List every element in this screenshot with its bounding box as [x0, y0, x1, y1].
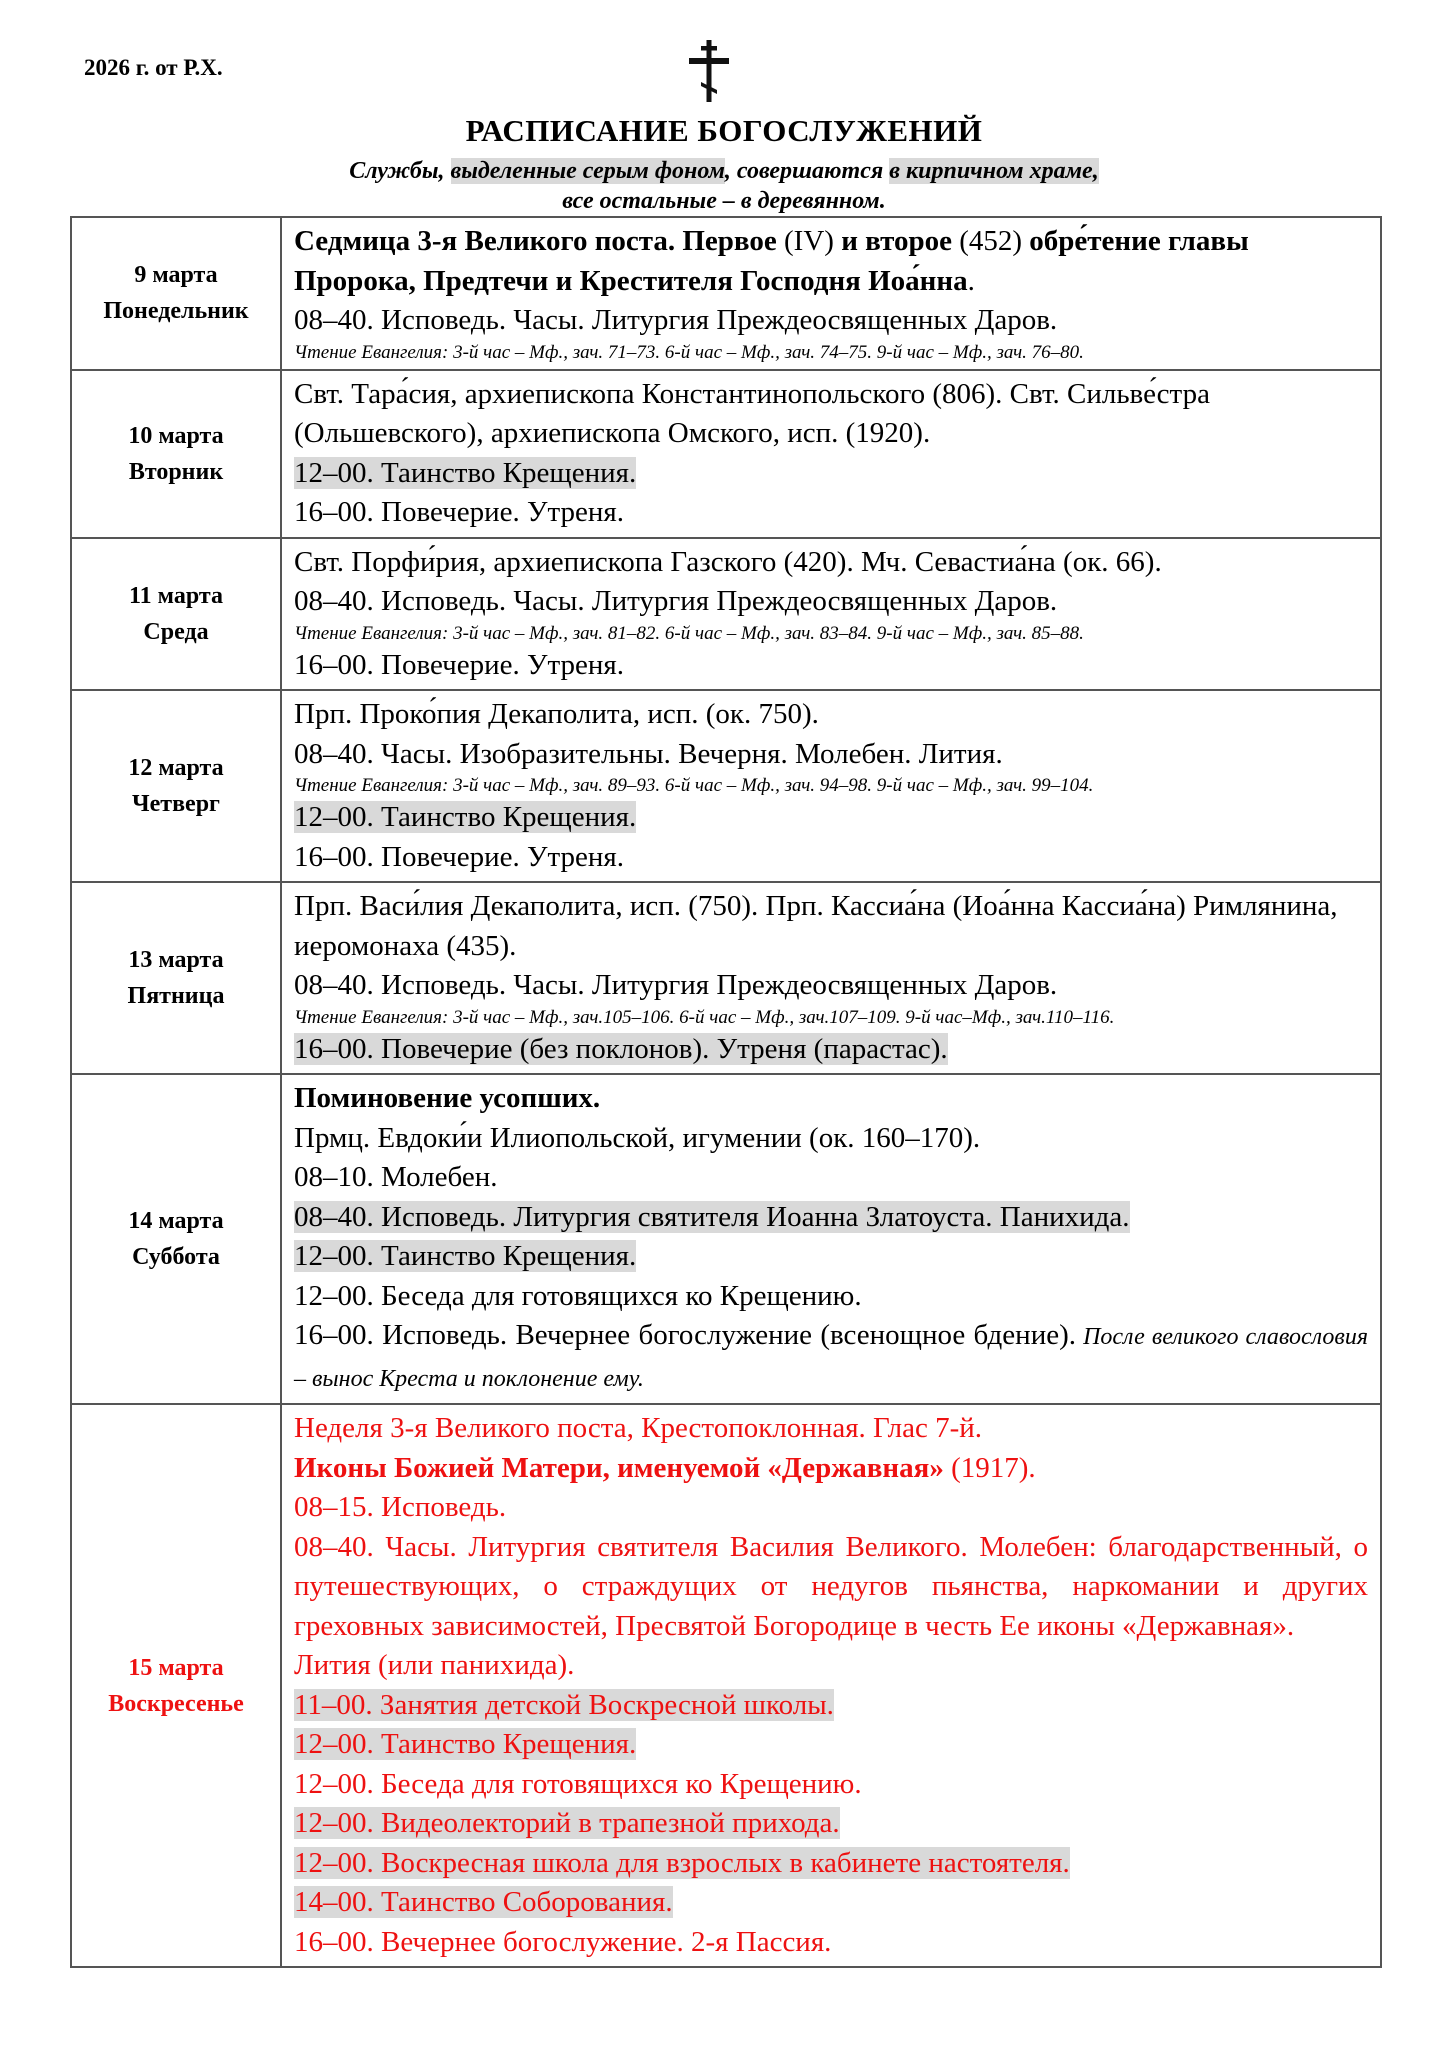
service-text: Неделя 3-я Великого поста, Крестопоклонная. Глас 7-й.: [294, 1412, 983, 1444]
service-text: Чтение Евангелия: 3-й час – Мф., зач. 71–73. 6-й час – Мф., зач. 74–75. 9-й час – Мф., зач. 76–80.: [294, 341, 1084, 363]
service-line: [294, 493, 1368, 533]
weekday-label: Среда: [143, 618, 209, 645]
subtitle-highlight: в кирпичном храме,: [889, 158, 1099, 184]
service-line: [294, 1528, 1368, 1647]
subtitle-highlight: выделенные серым фоном: [450, 158, 725, 184]
service-text: 08–40. Исповедь. Часы. Литургия Преждеосвященных Даров.: [294, 969, 1058, 1001]
service-text: Свт. Порфи́рия, архиепископа Газского (420). Мч. Севастиа́на (ок. 66).: [294, 545, 1162, 578]
subtitle: [0, 156, 1448, 216]
service-line: [294, 1804, 1368, 1844]
weekday-label: Четверг: [132, 791, 220, 817]
service-text: 08–40. Часы. Литургия святителя Василия Великого. Молебен: благодарственный, о путешествующих, о страждущих от недугов пьянства, наркомании и других греховных зависимостей, Пресвятой Богородице в честь Ее иконы «Державная».: [294, 1530, 1368, 1642]
year-label: 2026 г. от Р.Х.: [84, 55, 223, 80]
service-text: Лития (или панихида).: [294, 1649, 575, 1681]
weekday-label: Понедельник: [103, 298, 249, 325]
service-line: [294, 695, 1368, 735]
service-text: Свт. Тара́сия, архиепископа Константинопольского (806). Свт. Сильве́стра (Ольшевского), архиепископа Омского, исп. (1920).: [294, 377, 1210, 449]
service-line: [294, 1119, 1368, 1159]
schedule-row: [71, 1074, 1381, 1404]
service-text: 08–40. Исповедь. Часы. Литургия Преждеосвященных Даров.: [294, 304, 1058, 336]
service-text: 16–00. Повечерие. Утреня.: [294, 840, 625, 873]
service-text-part: .: [967, 264, 975, 297]
service-line: [294, 1158, 1368, 1198]
service-line: [294, 1765, 1368, 1805]
highlighted-service-text: 12–00. Видеолекторий в трапезной прихода.: [294, 1807, 840, 1839]
service-line: [294, 735, 1368, 775]
date-label: 11 марта: [129, 582, 223, 609]
highlighted-service-text: 16–00. Повечерие (без поклонов). Утреня (парастас).: [294, 1032, 948, 1065]
highlighted-service-text: 12–00. Таинство Крещения.: [294, 1240, 637, 1272]
date-label: 10 марта: [128, 422, 224, 449]
service-line: [294, 1316, 1368, 1399]
service-text-part: Иконы Божией Матери, именуемой «Державная»: [294, 1451, 944, 1484]
schedule-row: [71, 217, 1381, 370]
gospel-reading: [294, 622, 1368, 646]
date-cell: [71, 690, 281, 882]
date-cell: [71, 1074, 281, 1404]
service-text: Чтение Евангелия: 3-й час – Мф., зач. 89–93. 6-й час – Мф., зач. 94–98. 9-й час – Мф., зач. 99–104.: [294, 775, 1094, 796]
service-text: 12–00. Беседа для готовящихся ко Крещению.: [294, 1767, 862, 1800]
schedule-row: [71, 538, 1381, 691]
service-text: 16–00. Исповедь. Вечернее богослужение (всенощное бдение).: [294, 1319, 1076, 1351]
service-line: [294, 1725, 1368, 1765]
services-cell: [281, 690, 1381, 882]
date-label: 12 марта: [128, 755, 224, 781]
weekday-label: Воскресенье: [108, 1690, 244, 1717]
services-cell: [281, 538, 1381, 691]
gospel-reading: [294, 341, 1368, 365]
services-cell: [281, 882, 1381, 1074]
highlighted-service-text: 14–00. Таинство Соборования.: [294, 1886, 673, 1918]
schedule-row: [71, 1404, 1381, 1967]
service-line: [294, 1844, 1368, 1884]
services-cell: [281, 370, 1381, 538]
highlighted-service-text: 12–00. Таинство Крещения.: [294, 801, 637, 833]
service-line: [294, 1237, 1368, 1277]
service-line: [294, 454, 1368, 494]
service-line: [294, 582, 1368, 622]
service-note: После великого славословия – вынос Креста и поклонение ему.: [294, 1324, 1368, 1392]
service-line: [294, 1646, 1368, 1686]
service-line: [294, 375, 1368, 454]
service-line: [294, 646, 1368, 686]
services-cell: [281, 1074, 1381, 1404]
service-text: 12–00. Беседа для готовящихся ко Крещению.: [294, 1279, 862, 1312]
highlighted-service-text: 12–00. Таинство Крещения.: [294, 456, 637, 489]
weekday-label: Суббота: [132, 1244, 220, 1270]
service-text: Чтение Евангелия: 3-й час – Мф., зач. 81–82. 6-й час – Мф., зач. 83–84. 9-й час – Мф., зач. 85–88.: [294, 622, 1084, 644]
service-text-part: (452): [959, 225, 1023, 257]
service-line: [294, 1409, 1368, 1449]
schedule-row: [71, 690, 1381, 882]
schedule-table: [70, 216, 1382, 1968]
service-text-part: и второе: [833, 225, 960, 257]
service-line: [294, 1686, 1368, 1726]
service-text: 08–10. Молебен.: [294, 1161, 498, 1193]
gospel-reading: [294, 1006, 1368, 1030]
weekday-label: Вторник: [128, 458, 224, 485]
service-line: [294, 1488, 1368, 1528]
service-line: [294, 301, 1368, 341]
highlighted-service-text: 12–00. Воскресная школа для взрослых в кабинете настоятеля.: [294, 1846, 1070, 1879]
service-text: Чтение Евангелия: 3-й час – Мф., зач.105–106. 6-й час – Мф., зач.107–109. 9-й час–Мф., зач.110–116.: [294, 1006, 1115, 1028]
page-title: РАСПИСАНИЕ БОГОСЛУЖЕНИЙ: [465, 113, 983, 148]
subtitle-line-1: [0, 156, 1448, 186]
highlighted-service-text: 12–00. Таинство Крещения.: [294, 1728, 637, 1760]
service-text: 16–00. Вечернее богослужение. 2-я Пассия.: [294, 1925, 832, 1958]
service-text: 08–15. Исповедь.: [294, 1491, 507, 1523]
service-text: 16–00. Повечерие. Утреня.: [294, 496, 625, 528]
date-label: 9 марта: [134, 262, 218, 289]
services-cell: [281, 1404, 1381, 1967]
service-text: Поминовение усопших.: [294, 1082, 601, 1114]
date-cell: [71, 1404, 281, 1967]
date-cell: [71, 882, 281, 1074]
orthodox-cross-icon: [683, 38, 735, 104]
service-line: [294, 1030, 1368, 1070]
service-line: [294, 1449, 1368, 1489]
service-text: 16–00. Повечерие. Утреня.: [294, 648, 625, 681]
highlighted-service-text: 11–00. Занятия детской Воскресной школы.: [294, 1688, 834, 1721]
service-text: 08–40. Часы. Изобразительны. Вечерня. Молебен. Лития.: [294, 737, 1003, 770]
subtitle-text: Службы,: [349, 158, 451, 184]
date-label: 15 марта: [128, 1654, 224, 1681]
service-line: [294, 1198, 1368, 1238]
date-label: 13 марта: [128, 947, 224, 973]
service-line: [294, 838, 1368, 878]
service-line: [294, 1079, 1368, 1119]
gospel-reading: [294, 774, 1368, 798]
service-text: 08–40. Исповедь. Часы. Литургия Преждеосвященных Даров.: [294, 585, 1058, 617]
service-text-part: обре́тение главы Пророка, Предтечи и Крестителя Господня Иоа́нна: [294, 225, 1249, 297]
service-line: [294, 1923, 1368, 1963]
date-cell: [71, 538, 281, 691]
service-line: [294, 1883, 1368, 1923]
service-text-part: (1917).: [943, 1451, 1036, 1484]
date-cell: [71, 217, 281, 370]
service-line: [294, 966, 1368, 1006]
service-text-part: (IV): [784, 225, 834, 257]
service-line: [294, 1277, 1368, 1317]
service-line: [294, 222, 1368, 301]
date-cell: [71, 370, 281, 538]
highlighted-service-text: 08–40. Исповедь. Литургия святителя Иоанна Златоуста. Панихида.: [294, 1200, 1130, 1233]
service-line: [294, 887, 1368, 966]
weekday-label: Пятница: [127, 983, 225, 1009]
service-text: Прп. Проко́пия Декаполита, исп. (ок. 750).: [294, 698, 819, 730]
service-text-part: Седмица 3-я Великого поста. Первое: [294, 225, 785, 257]
service-text: Прмц. Евдоки́и Илиопольской, игумении (ок. 160–170).: [294, 1121, 981, 1154]
service-text: Прп. Васи́лия Декаполита, исп. (750). Прп. Кассиа́на (Иоа́нна Кассиа́на) Римлянина, иеромонаха (435).: [294, 890, 1338, 962]
schedule-row: [71, 882, 1381, 1074]
subtitle-line-2: все остальные – в деревянном.: [562, 188, 886, 214]
schedule-row: [71, 370, 1381, 538]
service-line: [294, 798, 1368, 838]
date-label: 14 марта: [128, 1208, 224, 1234]
service-line: [294, 543, 1368, 583]
services-cell: [281, 217, 1381, 370]
subtitle-text: , совершаются: [724, 158, 890, 184]
